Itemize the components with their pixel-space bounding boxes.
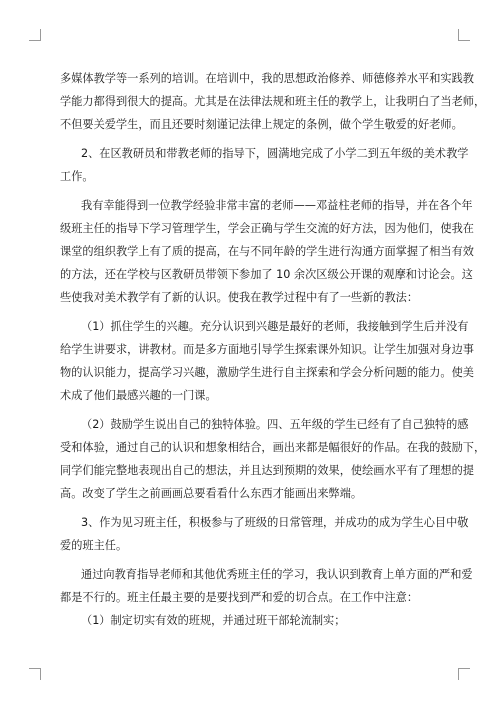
paragraph-point-2 (60, 142, 469, 188)
text-line: 受和体验，通过自己的认识和想象相结合，画出来都是幅很好的作品。在我的鼓励下， (60, 441, 486, 454)
text-line: 通过向教育指导老师和其他优秀班主任的学习，我认识到教育上单方面的严和爱 (81, 568, 473, 581)
text-line: 高。改变了学生之前画画总要看看什么东西才能画出来弊端。 (60, 487, 363, 500)
text-line: （1）制定切实有效的班规，并通过班干部轮流制实； (81, 614, 346, 627)
text-line: 不但要关爱学生，而且还要时刻谨记法律上规定的条例，做个学生敬爱的好老师。 (60, 118, 463, 131)
text-line: 术成了他们最感兴趣的一门课。 (60, 389, 217, 402)
text-line: 多媒体教学等一系列的培训。在培训中，我的思想政治修养、师德修养水平和实践教 (60, 72, 474, 85)
text-line: 物的认识能力，提高学习兴趣，激励学生进行自主探索和学会分析问题的能力。使美 (60, 366, 474, 379)
paragraph-class-rules (60, 609, 440, 632)
text-line: 都是不行的。班主任最主要的是要找到严和爱的切合点。在工作中注意： (60, 591, 419, 604)
text-line: 3、作为见习班主任，积极参与了班级的日常管理，并成功的成为学生心目中敬 (81, 516, 469, 529)
paragraph-training-summary (60, 67, 486, 136)
text-line: 给学生讲要求，讲教材。而是多方面地引导学生探索课外知识。让学生加强对身边事 (60, 343, 474, 356)
text-line: 爱的班主任。 (60, 539, 128, 552)
text-line: 同学们能完整地表现出自己的想法，并且达到预期的效果，使绘画水平有了理想的提 (60, 464, 474, 477)
crop-mark-top-left (29, 29, 41, 41)
paragraph-strict-and-love (60, 563, 473, 609)
text-line: （2）鼓励学生说出自己的独特体验。四、五年级的学生已经有了自己独特的感 (81, 418, 469, 431)
paragraph-mentor-guidance (60, 194, 474, 309)
crop-mark-bottom-right (458, 668, 470, 680)
text-line: 学能力都得到很大的提高。尤其是在法律法规和班主任的教学上，让我明白了当老师， (60, 95, 486, 108)
paragraph-point-3 (60, 511, 469, 557)
text-line: 级班主任的指导下学习管理学生，学会正确与学生交流的好方法，因为他们，使我在 (60, 222, 474, 235)
text-line: 些使我对美术教学有了新的认识。使我在教学过程中有了一些新的教法： (60, 291, 419, 304)
paragraph-method-1 (60, 315, 474, 407)
text-line: 的方法，还在学校与区教研员带领下参加了 10 余次区级公开课的观摩和讨论会。这 (60, 268, 473, 281)
paragraph-method-2 (60, 413, 486, 505)
text-line: 我有幸能得到一位教学经验非常丰富的老师——邓益柱老师的指导，并在各个年 (81, 199, 473, 212)
text-line: 2、在区教研员和带教老师的指导下，圆满地完成了小学二到五年级的美术教学 (81, 147, 469, 160)
document-body (60, 67, 486, 632)
text-line: （1）抓住学生的兴趣。充分认识到兴趣是最好的老师，我接触到学生后并没有 (81, 320, 469, 333)
crop-mark-top-right (458, 29, 470, 41)
crop-mark-bottom-left (29, 668, 41, 680)
text-line: 工作。 (60, 170, 94, 183)
text-line: 课堂的组织教学上有了质的提高，在与不同年龄的学生进行沟通方面掌握了相当有效 (60, 245, 474, 258)
